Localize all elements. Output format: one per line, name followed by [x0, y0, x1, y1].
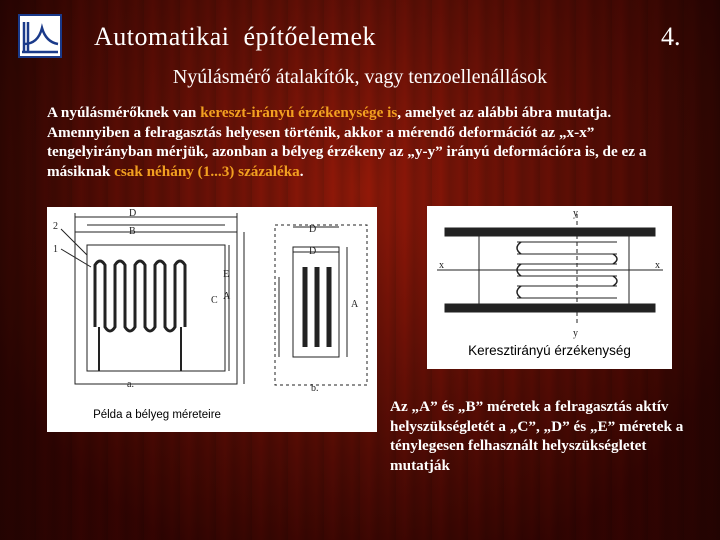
intro-text-2: , amelyet az alábbi ábra mutatja. Amennyiben a felragasztás helyesen történik, akkor a mérendő deformációt az „x-x” tengelyirányban mérjük, azonban a bélyeg érzékeny az „y-y” irányú deformációra is, de ez a másiknak	[47, 104, 647, 180]
intro-paragraph	[47, 103, 687, 181]
right-figure-caption: Keresztirányú érzékenység	[468, 343, 631, 358]
label-A: A	[223, 291, 231, 302]
label-B: B	[129, 226, 136, 237]
label-x-left: x	[439, 260, 444, 271]
label-x-right: x	[655, 260, 660, 271]
label-1: 1	[53, 244, 58, 255]
gauge-dimensions-drawing	[47, 207, 377, 432]
label-2: 2	[53, 221, 58, 232]
label-y-bottom: y	[573, 328, 578, 339]
transverse-sensitivity-drawing	[427, 206, 672, 341]
label-D2: D	[309, 224, 317, 235]
label-E: E	[223, 269, 230, 280]
strain-gauge-dimensions-figure	[47, 207, 377, 432]
label-b: b.	[311, 383, 319, 394]
slide-number: 4.	[661, 22, 681, 51]
institution-logo-icon	[18, 14, 62, 58]
intro-text-3: .	[299, 162, 304, 180]
label-D3: D	[309, 246, 317, 257]
left-figure-caption: Példa a bélyeg méreteire	[93, 409, 221, 421]
slide-title: Automatikai építőelemek	[94, 22, 377, 51]
intro-highlight-2: csak néhány (1...3) százaléka	[114, 162, 300, 180]
label-a: a.	[127, 379, 134, 390]
label-D: D	[129, 208, 137, 219]
slide-subtitle: Nyúlásmérő átalakítók, vagy tenzoellenállások	[172, 66, 548, 88]
label-A2: A	[351, 299, 359, 310]
transverse-sensitivity-figure	[427, 206, 672, 369]
label-y-top: y	[573, 208, 578, 219]
dimensions-explanation: Az „A” és „B” méretek a felragasztás aktív helyszükségletét a „C”, „D” és „E” méretek a ténylegesen felhasznált helyszükségletet mutatják	[390, 398, 684, 474]
intro-highlight-1: kereszt-irányú érzékenysége is	[200, 104, 398, 121]
label-C: C	[211, 295, 218, 306]
intro-text-1: A nyúlásmérőknek van	[47, 104, 201, 121]
